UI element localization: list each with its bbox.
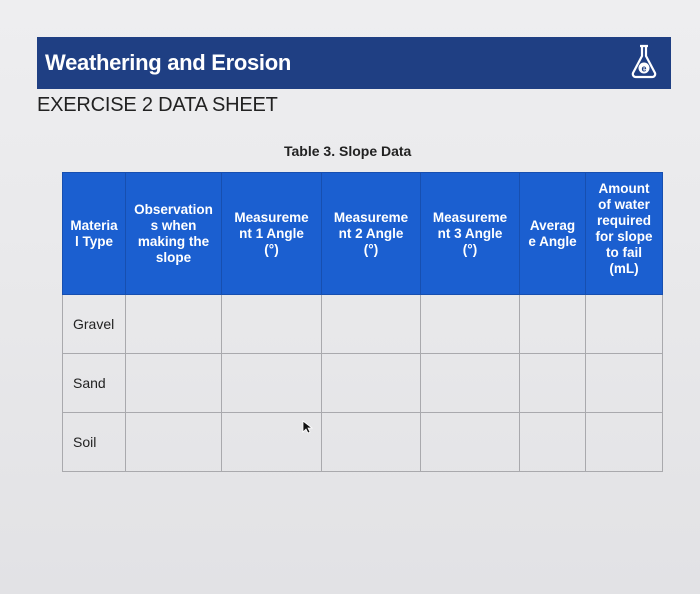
flask-icon bbox=[629, 42, 659, 85]
page-title: Weathering and Erosion bbox=[45, 50, 292, 75]
table-header-row bbox=[63, 173, 663, 295]
input-cell[interactable] bbox=[222, 295, 322, 354]
table-caption: Table 3. Slope Data bbox=[284, 143, 412, 159]
input-cell[interactable] bbox=[322, 354, 421, 413]
column-header-average-angle: Averag e Angle bbox=[520, 173, 586, 295]
svg-text:e: e bbox=[641, 63, 647, 73]
table-row bbox=[63, 295, 663, 354]
input-cell[interactable] bbox=[126, 413, 222, 472]
slope-data-table-container bbox=[62, 172, 662, 468]
column-header-observations: Observation s when making the slope bbox=[126, 173, 222, 295]
header-bar bbox=[37, 37, 671, 89]
input-cell[interactable] bbox=[222, 354, 322, 413]
row-label-sand: Sand bbox=[63, 354, 126, 413]
row-label-gravel: Gravel bbox=[63, 295, 126, 354]
input-cell[interactable] bbox=[322, 295, 421, 354]
column-header-measurement-3: Measureme nt 3 Angle (°) bbox=[421, 173, 520, 295]
input-cell[interactable] bbox=[322, 413, 421, 472]
column-header-water-amount: Amount of water required for slope to fail (mL) bbox=[586, 173, 663, 295]
mouse-pointer-icon bbox=[302, 420, 314, 434]
column-header-measurement-1: Measureme nt 1 Angle (°) bbox=[222, 173, 322, 295]
table-row bbox=[63, 354, 663, 413]
column-header-measurement-2: Measureme nt 2 Angle (°) bbox=[322, 173, 421, 295]
input-cell[interactable] bbox=[520, 354, 586, 413]
table-row bbox=[63, 413, 663, 472]
input-cell[interactable] bbox=[520, 413, 586, 472]
input-cell[interactable] bbox=[421, 413, 520, 472]
input-cell[interactable] bbox=[421, 295, 520, 354]
input-cell[interactable] bbox=[586, 354, 663, 413]
input-cell[interactable] bbox=[421, 354, 520, 413]
slope-data-table bbox=[62, 172, 663, 472]
row-label-soil: Soil bbox=[63, 413, 126, 472]
column-header-material-type: Materia l Type bbox=[63, 173, 126, 295]
input-cell[interactable] bbox=[586, 413, 663, 472]
input-cell[interactable] bbox=[520, 295, 586, 354]
input-cell[interactable] bbox=[126, 354, 222, 413]
input-cell[interactable] bbox=[586, 295, 663, 354]
input-cell[interactable] bbox=[126, 295, 222, 354]
exercise-title: EXERCISE 2 DATA SHEET bbox=[37, 94, 278, 116]
